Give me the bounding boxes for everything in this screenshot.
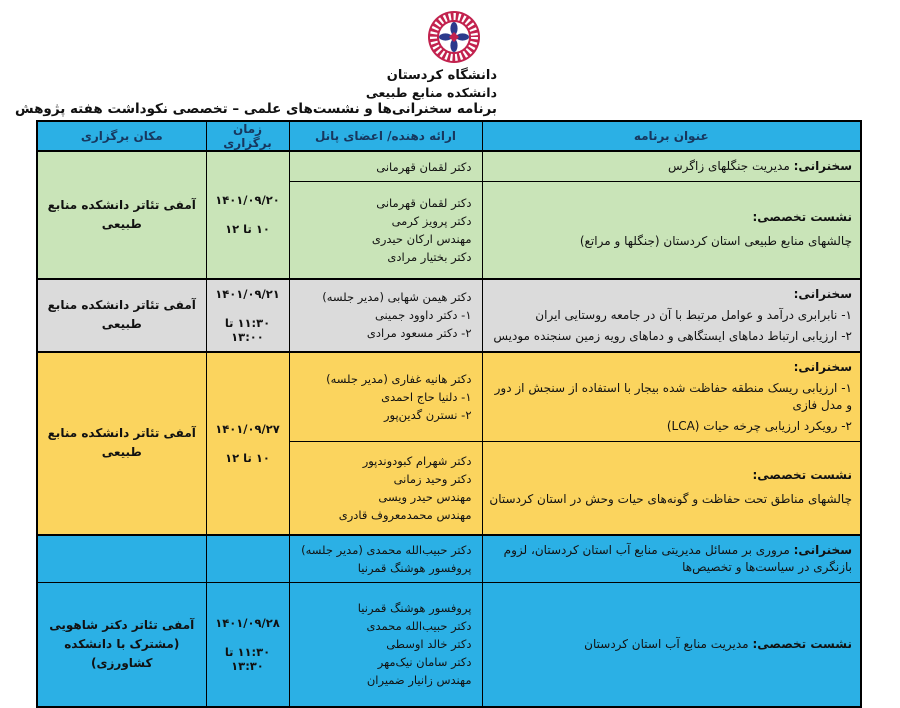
- schedule-table: [36, 120, 862, 708]
- panel-cell: [289, 182, 482, 279]
- presenter: دکتر پرویز کرمی: [391, 213, 472, 228]
- presenter: دکتر هانیه غفاری (مدیر جلسه): [326, 371, 472, 386]
- program-title-cell: [482, 441, 861, 535]
- column-header-time: زمان برگزاری: [206, 121, 289, 151]
- column-header-program-title: عنوان برنامه: [482, 121, 861, 151]
- venue-name: آمفی تئاتر دانشکده منابع طبیعی: [47, 197, 196, 231]
- table-row: [37, 279, 861, 352]
- presenter: دکتر سامان نیک‌مهر: [377, 655, 472, 670]
- session-hours: ۱۰ تا ۱۲: [225, 222, 270, 237]
- presenter: ۱- دلنیا حاج احمدی: [381, 389, 472, 404]
- header-texts: [15, 67, 497, 118]
- presenter: دکتر لقمان قهرمانی: [376, 195, 472, 210]
- table-row: [37, 583, 861, 707]
- presenter: دکتر حبیب‌الله محمدی (مدیر جلسه): [301, 543, 472, 557]
- university-logo-icon: [427, 10, 481, 64]
- presenter: دکتر هیمن شهابی (مدیر جلسه): [322, 290, 472, 304]
- panel-cell: [289, 441, 482, 535]
- venue-name: آمفی تئاتر دکتر شاهویی: [49, 617, 195, 632]
- presenter: دکتر حبیب‌الله محمدی: [366, 619, 472, 634]
- venue-cell: [37, 352, 206, 536]
- venue-note: (مشترک با دانشکده کشاورزی): [64, 636, 180, 670]
- session-type-label: سخنرانی:: [793, 543, 852, 557]
- program-title-cell: [482, 279, 861, 352]
- panel-cell: [289, 352, 482, 442]
- session-hours: ۱۱:۳۰ تا ۱۳:۳۰: [224, 644, 271, 673]
- presenter: ۱- دکتر داوود جمینی: [374, 308, 472, 322]
- presenter: مهندس زانیار ضمیران: [366, 673, 472, 688]
- session-date: ۱۴۰۱/۰۹/۲۸: [215, 615, 280, 630]
- session-title: ۲- رویکرد ارزیابی چرخه حیات (LCA): [666, 418, 852, 433]
- time-cell: [206, 151, 289, 279]
- presenter: مهندس حیدر ویسی: [378, 489, 472, 504]
- presenter: مهندس ارکان حیدری: [371, 231, 472, 246]
- session-title: ۱- ارزیابی ریسک منطقه حفاظت شده بیجار با استفاده از سنجش از دور و مدل فازی: [494, 380, 852, 412]
- program-title-cell: [482, 583, 861, 707]
- session-title: مروری بر مسائل مدیریتی منابع آب استان کردستان، لزوم بازنگری در سیاست‌ها و تخصیص‌ها: [503, 543, 852, 574]
- venue-name: آمفی تئاتر دانشکده منابع طبیعی: [47, 426, 196, 460]
- document-header: [0, 0, 900, 120]
- column-header-venue: مکان برگزاری: [37, 121, 206, 151]
- session-type-label: سخنرانی:: [793, 359, 852, 374]
- session-date: ۱۴۰۱/۰۹/۲۰: [215, 193, 280, 208]
- venue-cell: [37, 583, 206, 707]
- presenter: دکتر بختیار مرادی: [387, 249, 472, 264]
- panel-cell: [289, 535, 482, 583]
- session-title: مدیریت جنگلهای زاگرس: [668, 159, 790, 173]
- presenter: دکتر شهرام کبودوندپور: [362, 453, 472, 468]
- presenter: دکتر خالد اوسطی: [386, 637, 472, 652]
- panel-cell: [289, 151, 482, 182]
- session-date: ۱۴۰۱/۰۹/۲۷: [215, 421, 280, 436]
- faculty-name: دانشکده منابع طبیعی: [365, 85, 497, 100]
- table-row: [37, 151, 861, 182]
- table-row: [37, 352, 861, 442]
- venue-cell: [37, 279, 206, 352]
- presenter: دکتر لقمان قهرمانی: [376, 159, 472, 174]
- session-title: چالشهای منابع طبیعی استان کردستان (جنگلها و مراتع): [579, 234, 852, 249]
- session-type-label: نشست تخصصی:: [752, 210, 852, 225]
- session-date: ۱۴۰۱/۰۹/۲۱: [215, 286, 280, 301]
- presenter: پروفسور هوشنگ قمرنیا: [357, 601, 472, 616]
- session-type-label: سخنرانی:: [793, 286, 852, 301]
- time-cell: [206, 279, 289, 352]
- time-cell: [206, 583, 289, 707]
- presenter: ۲- دکتر مسعود مرادی: [366, 326, 472, 340]
- panel-cell: [289, 583, 482, 707]
- presenter: دکتر وحید زمانی: [393, 471, 472, 486]
- session-type-label: نشست تخصصی:: [752, 636, 852, 651]
- program-title-cell: [482, 535, 861, 583]
- venue-cell: [37, 151, 206, 279]
- venue-name: آمفی تئاتر دانشکده منابع طبیعی: [47, 298, 196, 331]
- presenter: مهندس محمدمعروف قادری: [338, 507, 472, 522]
- time-cell: [206, 352, 289, 536]
- time-cell-empty: [206, 535, 289, 583]
- session-title: ۱- نابرابری درآمد و عوامل مرتبط با آن در جامعه روستایی ایران: [535, 307, 852, 322]
- session-title: چالشهای مناطق تحت حفاظت و گونه‌های حیات وحش در استان کردستان: [489, 492, 852, 507]
- session-title: مدیریت منابع آب استان کردستان: [584, 636, 749, 651]
- program-title-cell: [482, 151, 861, 182]
- presenter: پروفسور هوشنگ قمرنیا: [357, 561, 472, 575]
- program-title-cell: [482, 352, 861, 442]
- presenter: ۲- نسترن گدین‌پور: [383, 407, 472, 422]
- table-header-row: [37, 121, 861, 151]
- university-name: دانشگاه کردستان: [386, 68, 497, 83]
- column-header-panel: ارائه دهنده/ اعضای پانل: [289, 121, 482, 151]
- panel-cell: [289, 279, 482, 352]
- table-row: [37, 535, 861, 583]
- page-title: برنامه سخنرانی‌ها و نشست‌های علمی – تخصصی نکوداشت هفته پژوهش: [14, 101, 497, 117]
- session-hours: ۱۰ تا ۱۲: [225, 450, 270, 465]
- session-type-label: سخنرانی:: [793, 159, 852, 173]
- session-hours: ۱۱:۳۰ تا ۱۳:۰۰: [224, 315, 271, 344]
- venue-cell-empty: [37, 535, 206, 583]
- session-title: ۲- ارزیابی ارتباط دماهای ایستگاهی و دماهای رویه زمین سنجنده مودیس: [493, 328, 852, 343]
- program-title-cell: [482, 182, 861, 279]
- session-type-label: نشست تخصصی:: [752, 468, 852, 483]
